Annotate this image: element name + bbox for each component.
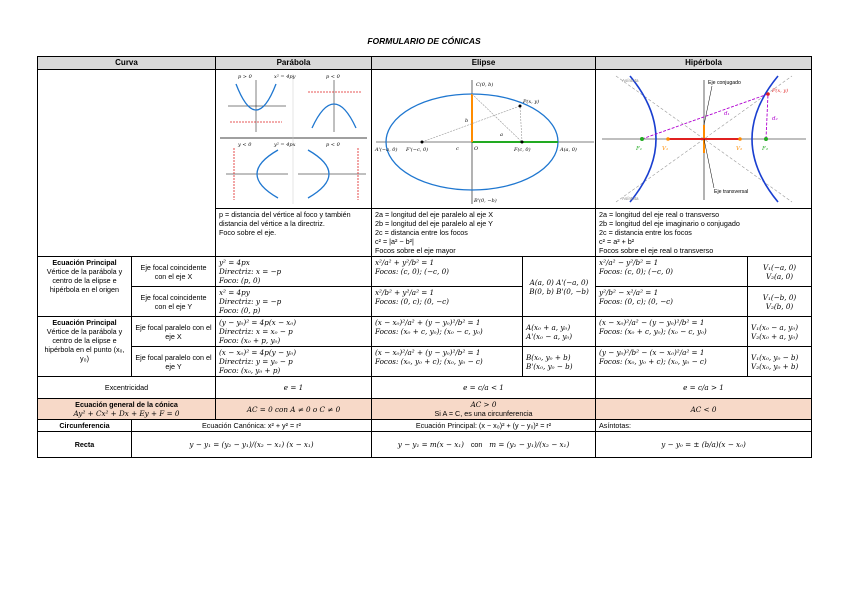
eli-lbl-11: O bbox=[474, 146, 479, 152]
excentricidad-hiperbola: e = c/a > 1 bbox=[596, 377, 812, 399]
hip-lbl-3: P(x, y) bbox=[772, 88, 789, 94]
par-lbl-4: y < 0 bbox=[238, 142, 252, 148]
origin-group bbox=[38, 257, 132, 317]
excentricidad-parabola: e = 1 bbox=[216, 377, 372, 399]
recta-row bbox=[38, 432, 812, 458]
eli-lbl-4: F'(−c, 0) bbox=[406, 147, 429, 153]
origin-x-hiperbola: x²/a² − y²/b² = 1 Focos: (c, 0); (−c, 0) bbox=[596, 257, 748, 287]
header-curva: Curva bbox=[38, 57, 216, 70]
hip-desc-2: 2b = longitud del eje imaginario o conjugado bbox=[599, 219, 740, 228]
elipse-desc bbox=[372, 209, 596, 257]
eli-desc-2: 2b = longitud del eje paralelo al eje Y bbox=[375, 219, 493, 228]
point-y-hip-vertices: V₁(x₀, y₀ − b) V₂(x₀, y₀ + b) bbox=[748, 347, 812, 377]
origin-title: Ecuación Principal bbox=[52, 258, 117, 267]
general-elipse: AC > 0 Si A = C, es una circunferencia bbox=[372, 399, 596, 420]
hip-lbl-11: Asíntota bbox=[622, 196, 639, 201]
origin-y-row bbox=[38, 287, 812, 317]
parabola-figure bbox=[216, 70, 371, 208]
hip-desc-3: 2c = distancia entre los focos bbox=[599, 228, 692, 237]
origin-x-hip-vertices: V₁(−a, 0) V₂(a, 0) bbox=[748, 257, 812, 287]
origin-y-label: Eje focal coincidente con el eje Y bbox=[132, 287, 216, 317]
header-elipse: Elipse bbox=[372, 57, 596, 70]
recta-two-point: y − y₁ = (y₂ − y₁)/(x₂ − x₁) (x − x₁) bbox=[132, 432, 372, 458]
figures-row bbox=[38, 70, 812, 209]
hip-lbl-4: d₁ bbox=[724, 111, 730, 117]
point-y-label: Eje focal paralelo con el eje Y bbox=[132, 347, 216, 377]
point-body: Vértice de la parábola y centro de la elipse e hipérbola en el punto (x₀, y₀) bbox=[44, 327, 125, 363]
eli-lbl-7: B'(0, −b) bbox=[474, 198, 497, 204]
eli-lbl-10: c bbox=[456, 146, 459, 152]
circ-principal: Ecuación Principal: (x − x₀)² + (y − y₀)² = r² bbox=[372, 420, 596, 432]
header-row bbox=[38, 57, 812, 70]
header-hiperbola: Hipérbola bbox=[596, 57, 812, 70]
excentricidad-row bbox=[38, 377, 812, 399]
hip-lbl-9: F₂ bbox=[762, 146, 769, 152]
hip-lbl-6: F₁ bbox=[636, 146, 643, 152]
circ-canon: Ecuación Canónica: x² + y² = r² bbox=[132, 420, 372, 432]
point-y-hiperbola: (y − y₀)²/b² − (x − x₀)²/a² = 1 Focos: (x₀, y₀ + c); (x₀, y₀ − c) bbox=[596, 347, 748, 377]
conics-table bbox=[37, 56, 812, 458]
eli-lbl-2: P(x, y) bbox=[523, 99, 540, 105]
eli-lbl-3: A'(−a, 0) bbox=[375, 147, 398, 153]
ellipse-figure-cell bbox=[372, 70, 596, 209]
general-row bbox=[38, 399, 812, 420]
hyperbola-figure bbox=[596, 70, 811, 208]
point-y-elipse: (x − x₀)²/a² + (y − y₀)²/b² = 1 Focos: (x₀, y₀ + c); (x₀, y₀ − c) bbox=[372, 347, 523, 377]
recta-asintotas: y − y₀ = ± (b/a)(x − x₀) bbox=[596, 432, 812, 458]
recta-slope: y − y₁ = m(x − x₁) con m = (y₂ − y₁)/(x₂ − x₁) bbox=[372, 432, 596, 458]
eli-desc-3: 2c = distancia entre los focos bbox=[375, 228, 468, 237]
eli-desc-1: 2a = longitud del eje paralelo al eje X bbox=[375, 210, 494, 219]
point-x-hiperbola: (x − x₀)²/a² − (y − y₀)²/b² = 1 Focos: (x₀ + c, y₀); (x₀ − c, y₀) bbox=[596, 317, 748, 347]
circ-label: Circunferencia bbox=[38, 420, 132, 432]
hyperbola-figure-cell bbox=[596, 70, 812, 209]
hip-desc-5: Focos sobre el eje real o transverso bbox=[599, 246, 714, 255]
eli-lbl-8: b bbox=[465, 118, 469, 124]
general-parabola: AC = 0 con A ≠ 0 o C ≠ 0 bbox=[216, 399, 372, 420]
hip-lbl-8: V₂ bbox=[736, 146, 743, 152]
point-x-label: Eje focal paralelo con el eje X bbox=[132, 317, 216, 347]
general-eq: Ay² + Cx² + Dx + Ey + F = 0 bbox=[73, 409, 180, 418]
origin-body: Vértice de la parábola y centro de la elipse e hipérbola en el origen bbox=[46, 267, 123, 294]
origin-x-elipse: x²/a² + y²/b² = 1 Focos: (c, 0); (−c, 0) bbox=[372, 257, 523, 287]
general-hiperbola: AC < 0 bbox=[596, 399, 812, 420]
page-title: FORMULARIO DE CÓNICAS bbox=[367, 36, 481, 46]
general-label-cell bbox=[38, 399, 216, 420]
point-y-parabola: (x − x₀)² = 4p(y − y₀) Directriz: y = y₀ − p Foco: (x₀, y₀ + p) bbox=[216, 347, 372, 377]
point-x-row bbox=[38, 317, 812, 347]
origin-elipse-vertices: A(a, 0) A'(−a, 0) B(0, b) B'(0, −b) bbox=[523, 257, 596, 317]
point-group bbox=[38, 317, 132, 377]
header-parabola: Parábola bbox=[216, 57, 372, 70]
point-y-row bbox=[38, 347, 812, 377]
origin-x-row bbox=[38, 257, 812, 287]
hip-lbl-2: Eje transversal bbox=[714, 189, 749, 195]
par-desc-2: Foco sobre el eje. bbox=[219, 228, 277, 237]
eli-desc-5: Focos sobre el eje mayor bbox=[375, 246, 456, 255]
par-lbl-6: p < 0 bbox=[326, 142, 340, 148]
eli-lbl-5: F(c, 0) bbox=[514, 147, 531, 153]
circ-asintotas: Asíntotas: bbox=[596, 420, 812, 432]
point-x-elipse: (x − x₀)²/a² + (y − y₀)²/b² = 1 Focos: (x₀ + c, y₀); (x₀ − c, y₀) bbox=[372, 317, 523, 347]
origin-y-hip-vertices: V₁(−b, 0) V₂(b, 0) bbox=[748, 287, 812, 317]
hiperbola-desc bbox=[596, 209, 812, 257]
hip-lbl-5: d₂ bbox=[772, 116, 778, 122]
excentricidad-elipse: e = c/a < 1 bbox=[372, 377, 596, 399]
general-label: Ecuación general de la cónica bbox=[75, 400, 178, 409]
ellipse-figure bbox=[372, 70, 596, 208]
point-x-eli-vertices: A(x₀ + a, y₀) A'(x₀ − a, y₀) bbox=[523, 317, 596, 347]
eli-lbl-6: A(a, 0) bbox=[560, 147, 577, 153]
par-lbl-2: x² = 4py bbox=[274, 74, 296, 80]
point-x-hip-vertices: V₁(x₀ − a, y₀) V₂(x₀ + a, y₀) bbox=[748, 317, 812, 347]
par-lbl-3: p < 0 bbox=[326, 74, 340, 80]
origin-x-parabola: y² = 4px Directriz: x = −p Foco: (p, 0) bbox=[216, 257, 372, 287]
parabola-figure-cell bbox=[216, 70, 372, 209]
hip-lbl-7: V₁ bbox=[662, 146, 669, 152]
eli-lbl-9: a bbox=[500, 132, 503, 138]
parabola-desc bbox=[216, 209, 372, 257]
eli-desc-4: c² = |a² − b²| bbox=[375, 237, 414, 246]
origin-y-hiperbola: y²/b² − x²/a² = 1 Focos: (0, c); (0, −c) bbox=[596, 287, 748, 317]
par-lbl-5: y² = 4px bbox=[274, 142, 296, 148]
origin-y-parabola: x² = 4py Directriz: y = −p Foco: (0, p) bbox=[216, 287, 372, 317]
hip-desc-4: c² = a² + b² bbox=[599, 237, 635, 246]
par-desc-1: p = distancia del vértice al foco y también distancia del vértice a la directriz. bbox=[219, 210, 351, 228]
point-x-parabola: (y − y₀)² = 4p(x − x₀) Directriz: x = x₀ − p Foco: (x₀ + p, y₀) bbox=[216, 317, 372, 347]
origin-y-elipse: x²/b² + y²/a² = 1 Focos: (0, c); (0, −c) bbox=[372, 287, 523, 317]
empty-cell bbox=[38, 70, 216, 257]
circ-row bbox=[38, 420, 812, 432]
eli-lbl-1: C(0, b) bbox=[476, 82, 494, 88]
hip-lbl-10: Asíntota bbox=[622, 78, 639, 83]
hip-lbl-1: Eje conjugado bbox=[708, 80, 741, 86]
hip-desc-1: 2a = longitud del eje real o transverso bbox=[599, 210, 720, 219]
par-lbl-1: p > 0 bbox=[238, 74, 252, 80]
excentricidad-label: Excentricidad bbox=[38, 377, 216, 399]
origin-x-label: Eje focal coincidente con el eje X bbox=[132, 257, 216, 287]
point-y-eli-vertices: B(x₀, y₀ + b) B'(x₀, y₀ − b) bbox=[523, 347, 596, 377]
recta-label: Recta bbox=[38, 432, 132, 458]
point-title: Ecuación Principal bbox=[52, 318, 117, 327]
